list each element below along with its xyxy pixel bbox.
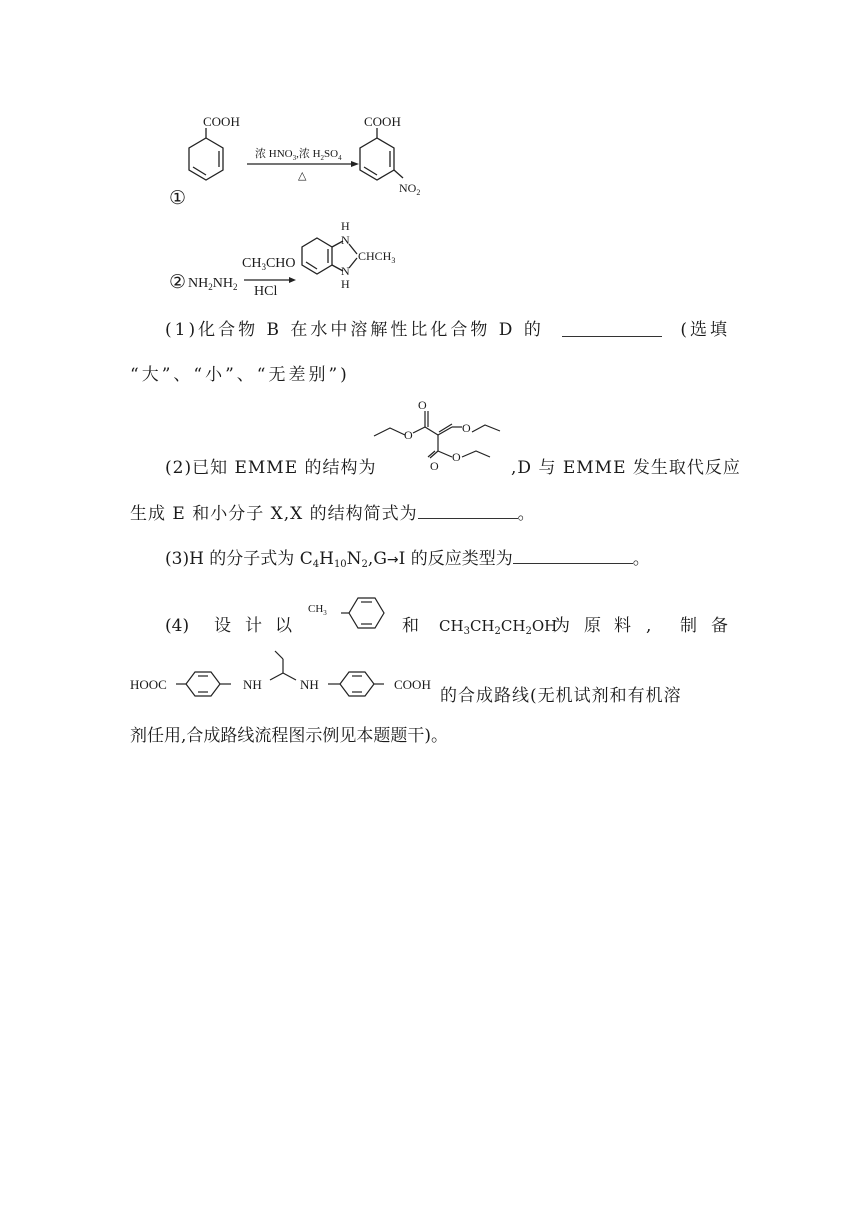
q3-answer-blank[interactable] bbox=[513, 545, 633, 564]
target-hooc-label: HOOC bbox=[130, 677, 167, 692]
question-4-and: 和 bbox=[402, 616, 419, 636]
imidazole-n-top: N bbox=[341, 233, 350, 247]
propanol-sub-1: 3 bbox=[463, 626, 470, 637]
q1-text-a: (1)化合物 B 在水中溶解性比化合物 D 的 bbox=[165, 320, 544, 340]
question-4-word-2: 计 bbox=[245, 616, 262, 636]
question-4-word2-1: 原 bbox=[584, 616, 601, 636]
question-4-word2-0: 为 bbox=[553, 616, 570, 636]
imidazole-h-top: H bbox=[341, 219, 350, 233]
question-2-line-2 bbox=[130, 500, 535, 526]
q3-period: 。 bbox=[632, 549, 650, 569]
nitration-scheme bbox=[165, 108, 435, 213]
propanol-ch: CH bbox=[439, 617, 464, 635]
emme-o-ester-bottom: O bbox=[452, 450, 461, 464]
question-4-word2-5: 备 bbox=[711, 616, 728, 636]
emme-o-carbonyl-bottom: O bbox=[430, 459, 439, 473]
reactant-cooh-label: COOH bbox=[203, 114, 240, 129]
question-4-line-2: 的合成路线(无机试剂和有机溶 bbox=[440, 686, 682, 706]
q3-text-a: (3)H 的分子式为 C bbox=[165, 549, 313, 569]
q3-text-e: I 的反应类型为 bbox=[398, 549, 513, 569]
q3-sub-n: 2 bbox=[361, 559, 368, 570]
propanol-oh: OH bbox=[531, 617, 558, 635]
question-4-word-0: (4) bbox=[165, 616, 190, 636]
target-nh-1-label: NH bbox=[243, 677, 262, 692]
nitration-conditions: 浓 $HNO_3$,浓 $H_2SO_4$ bbox=[255, 148, 342, 162]
target-nh-2-label: NH bbox=[300, 677, 319, 692]
step-2-marker: ② bbox=[169, 272, 187, 293]
toluene-structure bbox=[305, 592, 395, 640]
question-3 bbox=[165, 545, 650, 572]
nitrobenzoic-acid-structure bbox=[360, 128, 403, 180]
question-1-line-2: “大”、“小”、“无差别”) bbox=[130, 365, 350, 385]
nitro-label: $NO_2$ bbox=[399, 181, 421, 197]
question-4-word-3: 以 bbox=[275, 616, 292, 636]
q2-answer-blank[interactable] bbox=[418, 500, 518, 519]
acetaldehyde-condition: $CH_3CHO$ bbox=[242, 256, 296, 272]
propanol-sub-2: 2 bbox=[494, 626, 501, 637]
q3-text-n: N bbox=[346, 549, 362, 569]
step-1-marker: ① bbox=[169, 188, 187, 209]
q3-sub-h: 10 bbox=[333, 559, 347, 570]
question-2-line-1-b: ,D 与 EMME 发生取代反应 bbox=[511, 458, 741, 478]
imidazole-h-bottom: H bbox=[341, 277, 350, 291]
benzimidazole-scheme bbox=[165, 218, 425, 300]
q3-text-h: H bbox=[319, 549, 334, 569]
q3-arrow: → bbox=[386, 552, 399, 568]
emme-structure bbox=[372, 398, 507, 478]
question-4-word2-2: 料 bbox=[614, 616, 631, 636]
heat-symbol: △ bbox=[298, 170, 307, 182]
emme-o-ester-left: O bbox=[404, 428, 413, 442]
hcl-condition: HCl bbox=[254, 284, 278, 299]
question-2-line-1-a: (2)已知 EMME 的结构为 bbox=[165, 458, 377, 478]
q1-answer-blank[interactable] bbox=[562, 318, 662, 337]
emme-o-ether: O bbox=[462, 421, 471, 435]
question-4-word2-3: , bbox=[646, 616, 652, 636]
question-4-word2-4: 制 bbox=[680, 616, 697, 636]
q3-text-g: ,G bbox=[367, 549, 387, 569]
q1-text-b: (选填 bbox=[680, 320, 730, 340]
question-4-line-3: 剂任用,合成路线流程图示例见本题题干)。 bbox=[130, 726, 449, 746]
propanol-ch2b: CH bbox=[500, 617, 526, 635]
toluene-methyl-label: $CH_3$ bbox=[308, 603, 327, 617]
benzoic-acid-structure bbox=[189, 128, 223, 180]
propanol-sub-3: 2 bbox=[525, 626, 532, 637]
hydrazine-reagent: $NH_2NH_2$ bbox=[188, 276, 238, 292]
propanol-ch2a: CH bbox=[469, 617, 495, 635]
target-molecule-structure bbox=[128, 645, 440, 705]
emme-o-carbonyl-top: O bbox=[418, 398, 427, 412]
question-1-line-1 bbox=[165, 318, 730, 342]
imidazole-n-bottom: N bbox=[341, 264, 350, 278]
target-cooh-label: COOH bbox=[394, 677, 431, 692]
ethylidene-label: $CHCH_3$ bbox=[358, 249, 396, 265]
q2-period: 。 bbox=[517, 504, 535, 524]
question-4-word-1: 设 bbox=[214, 616, 231, 636]
reaction-arrow-1 bbox=[247, 161, 359, 167]
q2-line2-text: 生成 E 和小分子 X,X 的结构简式为 bbox=[130, 504, 418, 524]
product-cooh-label: COOH bbox=[364, 114, 401, 129]
question-4-propanol bbox=[439, 614, 557, 638]
q3-sub-c: 4 bbox=[312, 559, 320, 570]
reaction-arrow-2 bbox=[244, 277, 296, 283]
